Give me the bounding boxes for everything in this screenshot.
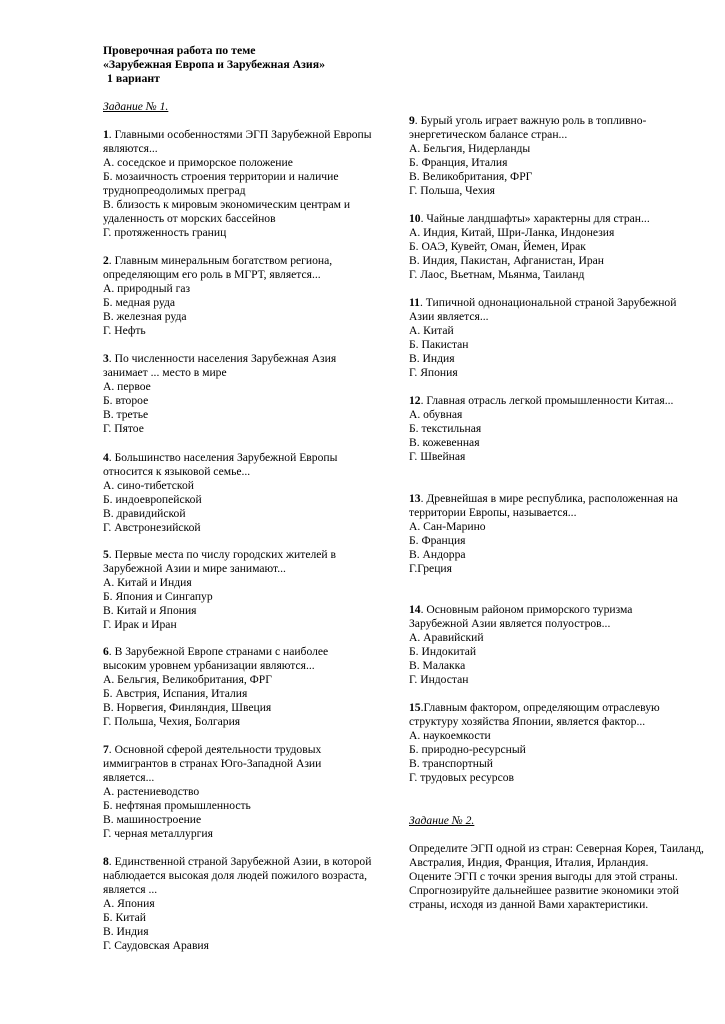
- question-number: 6: [103, 645, 109, 658]
- task2-text: [409, 842, 709, 912]
- question-stem: [103, 128, 373, 156]
- answer-option: А. Индия, Китай, Шри-Ланка, Индонезия: [409, 226, 615, 239]
- question-number: 1: [103, 128, 109, 141]
- question-7: [103, 743, 373, 841]
- question-stem: [103, 743, 373, 785]
- answer-option: В. транспортный: [409, 757, 493, 770]
- question-number: 14: [409, 603, 421, 616]
- question-stem: [103, 645, 373, 673]
- header-variant: 1 вариант: [107, 71, 160, 85]
- question-number: 4: [103, 451, 109, 464]
- answer-option: В. Индия: [409, 352, 455, 365]
- answer-option: Г. трудовых ресурсов: [409, 771, 514, 784]
- answer-option: В. близость к мировым экономическим центрам и: [103, 198, 351, 211]
- question-stem: [409, 701, 679, 729]
- answer-option: Б. Япония и Сингапур: [103, 590, 213, 603]
- task2-paragraph-2: Оцените ЭГП с точки зрения выгоды для этой страны. Спрогнозируйте дальнейшее развитие экономики этой страны, исходя из данной Вами характеристики.: [409, 870, 680, 911]
- question-8: [103, 855, 373, 953]
- question-text: . Чайные ландшафты» характерны для стран...: [420, 212, 650, 225]
- question-text: . Древнейшая в мире республика, расположенная на территории Европы, называется...: [409, 492, 678, 519]
- answer-option: А. Сан-Марино: [409, 520, 486, 533]
- question-number: 11: [409, 296, 420, 309]
- answer-option: Г. Ирак и Иран: [103, 618, 177, 631]
- answer-option: Б. нефтяная промышленность: [103, 799, 251, 812]
- answer-option: В. Индия, Пакистан, Афганистан, Иран: [409, 254, 604, 267]
- answer-option: В. Индия: [103, 925, 149, 938]
- answer-option: В. Китай и Япония: [103, 604, 197, 617]
- question-text: . Первые места по числу городских жителей в Зарубежной Азии и мире занимают...: [103, 548, 336, 575]
- answer-option: А. Бельгия, Великобритания, ФРГ: [103, 673, 272, 686]
- question-stem: [409, 212, 679, 226]
- question-11: [409, 296, 679, 380]
- answer-option: Г. Польша, Чехия: [409, 184, 496, 197]
- question-text: . Большинство населения Зарубежной Европы относится к языковой семье...: [103, 451, 338, 478]
- question-stem: [103, 254, 373, 282]
- question-number: 5: [103, 548, 109, 561]
- answer-option: Б. мозаичность строения территории и наличие: [103, 170, 339, 183]
- question-12: [409, 394, 679, 464]
- question-number: 7: [103, 743, 109, 756]
- answer-option: Б. медная руда: [103, 296, 176, 309]
- question-text: . Типичной однонациональной страной Зарубежной Азии является...: [409, 296, 677, 323]
- question-stem: [409, 114, 679, 142]
- answer-option: Б. Индокитай: [409, 645, 477, 658]
- question-stem: [409, 296, 679, 324]
- answer-option: Г. Нефть: [103, 324, 146, 337]
- answer-option: В. Норвегия, Финляндия, Швеция: [103, 701, 272, 714]
- answer-option: труднопреодолимых преград: [103, 184, 246, 197]
- question-stem: [103, 855, 373, 897]
- question-number: 9: [409, 114, 415, 127]
- question-text: . Главными особенностями ЭГП Зарубежной Европы являются...: [103, 128, 372, 155]
- answer-option: А. сино-тибетской: [103, 479, 194, 492]
- question-15: [409, 701, 679, 785]
- question-stem: [409, 603, 679, 631]
- answer-option: Г. протяженность границ: [103, 226, 227, 239]
- answer-option: Б. индоевропейской: [103, 493, 202, 506]
- answer-option: Б. текстильная: [409, 422, 482, 435]
- task2-paragraph-1: Определите ЭГП одной из стран: Северная Корея, Таиланд, Австралия, Индия, Франция, Италия, Ирландия.: [409, 842, 704, 869]
- answer-option: Г.Греция: [409, 562, 452, 575]
- question-14: [409, 603, 679, 687]
- question-text: . Бурый уголь играет важную роль в топливно-энергетическом балансе стран...: [409, 114, 647, 141]
- answer-option: В. машиностроение: [103, 813, 202, 826]
- question-text: . Единственной страной Зарубежной Азии, в которой наблюдается высокая доля людей пожилого возраста, является ...: [103, 855, 372, 896]
- question-number: 2: [103, 254, 109, 267]
- answer-option: Г. Индостан: [409, 673, 469, 686]
- answer-option: А. соседское и приморское положение: [103, 156, 293, 169]
- answer-option: А. природный газ: [103, 282, 191, 295]
- answer-option: А. Бельгия, Нидерланды: [409, 142, 531, 155]
- answer-option: А. Китай и Индия: [103, 576, 192, 589]
- task1-label: Задание № 1.: [103, 100, 169, 113]
- answer-option: Г. Швейная: [409, 450, 466, 463]
- answer-option: В. Андорра: [409, 548, 466, 561]
- question-6: [103, 645, 373, 729]
- answer-option: Г. Пятое: [103, 422, 144, 435]
- answer-option: Б. Пакистан: [409, 338, 469, 351]
- question-stem: [103, 352, 373, 380]
- answer-option: Г. Польша, Чехия, Болгария: [103, 715, 241, 728]
- answer-option: Б. ОАЭ, Кувейт, Оман, Йемен, Ирак: [409, 240, 586, 253]
- question-stem: [409, 492, 679, 520]
- question-text: .Главным фактором, определяющим отраслевую структуру хозяйства Японии, является фактор...: [409, 701, 660, 728]
- answer-option: Б. Австрия, Испания, Италия: [103, 687, 248, 700]
- answer-option: В. Великобритания, ФРГ: [409, 170, 533, 183]
- question-number: 13: [409, 492, 421, 505]
- question-text: . В Зарубежной Европе странами с наиболее высоким уровнем урбанизации являются...: [103, 645, 329, 672]
- question-number: 10: [409, 212, 421, 225]
- question-9: [409, 114, 679, 198]
- answer-option: А. первое: [103, 380, 151, 393]
- answer-option: В. Малакка: [409, 659, 466, 672]
- answer-option: А. обувная: [409, 408, 463, 421]
- answer-option: Г. Лаос, Вьетнам, Мьянма, Таиланд: [409, 268, 585, 281]
- task2-label: Задание № 2.: [409, 814, 475, 827]
- question-stem: [103, 451, 373, 479]
- answer-option: А. Япония: [103, 897, 155, 910]
- question-number: 3: [103, 352, 109, 365]
- document-header: [103, 43, 325, 85]
- header-topic: «Зарубежная Европа и Зарубежная Азия»: [103, 57, 325, 71]
- answer-option: А. растениеводство: [103, 785, 200, 798]
- question-text: . Главным минеральным богатством региона, определяющим его роль в МГРТ, является...: [103, 254, 333, 281]
- answer-option: А. Китай: [409, 324, 454, 337]
- answer-option: А. Аравийский: [409, 631, 484, 644]
- answer-option: Б. Франция: [409, 534, 466, 547]
- answer-option: Г. черная металлургия: [103, 827, 213, 840]
- question-1: [103, 128, 373, 240]
- question-4: [103, 451, 373, 535]
- answer-option: Б. Франция, Италия: [409, 156, 508, 169]
- answer-option: Г. Саудовская Аравия: [103, 939, 209, 952]
- answer-option: А. наукоемкости: [409, 729, 491, 742]
- answer-option: удаленность от морских бассейнов: [103, 212, 276, 225]
- question-text: . Основной сферой деятельности трудовых иммигрантов в странах Юго-Западной Азии является...: [103, 743, 322, 784]
- answer-option: В. третье: [103, 408, 149, 421]
- question-10: [409, 212, 679, 282]
- answer-option: Б. природно-ресурсный: [409, 743, 526, 756]
- answer-option: В. железная руда: [103, 310, 187, 323]
- answer-option: Б. Китай: [103, 911, 146, 924]
- question-text: . Главная отрасль легкой промышленности Китая...: [420, 394, 674, 407]
- question-3: [103, 352, 373, 436]
- question-number: 12: [409, 394, 421, 407]
- question-2: [103, 254, 373, 338]
- question-stem: [409, 394, 679, 408]
- question-number: 15: [409, 701, 421, 714]
- question-text: . Основным районом приморского туризма Зарубежной Азии является полуостров...: [409, 603, 633, 630]
- question-number: 8: [103, 855, 109, 868]
- question-stem: [103, 548, 373, 576]
- question-5: [103, 548, 373, 632]
- question-13: [409, 492, 679, 576]
- answer-option: В. кожевенная: [409, 436, 480, 449]
- answer-option: Г. Австронезийской: [103, 521, 201, 534]
- answer-option: Б. второе: [103, 394, 149, 407]
- header-title: Проверочная работа по теме: [103, 43, 256, 57]
- question-text: . По численности населения Зарубежная Азия занимает ... место в мире: [103, 352, 337, 379]
- answer-option: Г. Япония: [409, 366, 458, 379]
- answer-option: В. дравидийской: [103, 507, 186, 520]
